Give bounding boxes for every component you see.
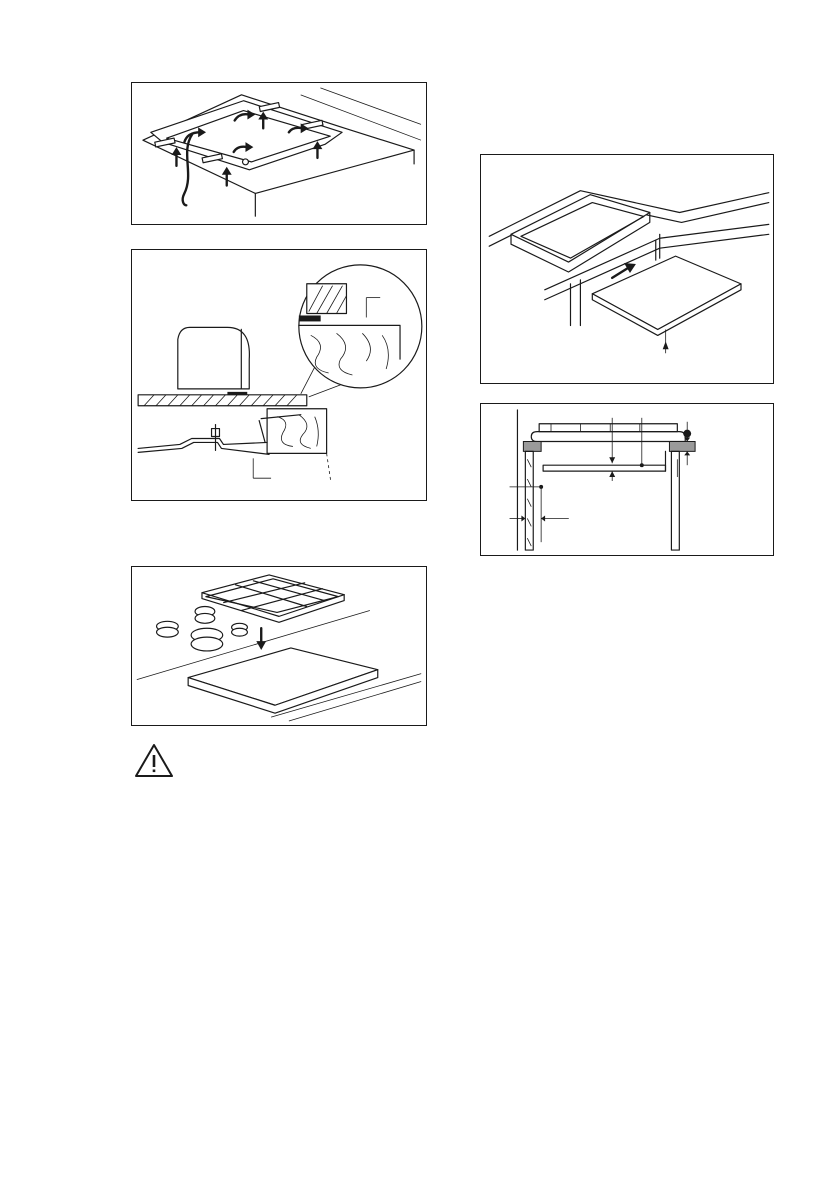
warning-triangle-icon [133,742,175,780]
hob-underside-brackets-illustration [132,83,426,224]
figure-cabinet-clearances [480,403,774,556]
panel-slide-in-illustration [481,155,773,383]
figure-fixing-brackets [131,82,427,225]
bracket-clamp-detail-illustration [132,250,426,500]
hob-panel-below-illustration [132,567,426,725]
warning-symbol [133,742,175,780]
cabinet-cross-section-illustration [481,404,773,555]
figure-panel-slide-in [480,154,774,384]
figure-bracket-clamp-detail [131,249,427,501]
figure-hob-protection-panel [131,566,427,726]
